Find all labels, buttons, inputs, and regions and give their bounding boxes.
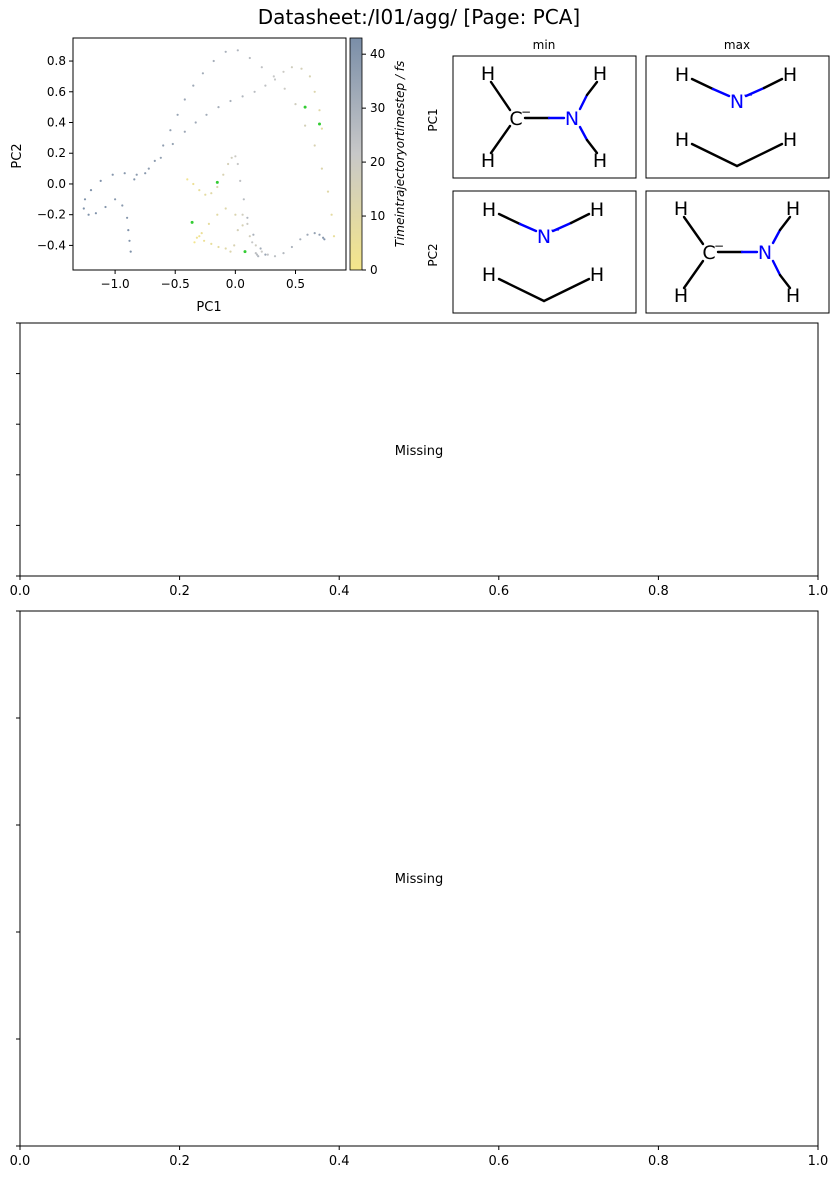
atom-h: H: [592, 150, 608, 172]
atom-h: H: [481, 199, 497, 221]
scatter-point: [192, 85, 194, 87]
bonds: [684, 217, 790, 288]
atom-n: N: [757, 242, 773, 264]
missing-panel-1-y-ticks: [16, 323, 20, 576]
scatter-point: [321, 168, 323, 170]
scatter-point: [225, 207, 227, 209]
scatter-point: [274, 255, 276, 257]
scatter-point: [201, 232, 203, 234]
scatter-point: [202, 72, 204, 74]
x-tick-label: 0.8: [648, 1154, 669, 1169]
atom-n: N: [564, 108, 580, 130]
scatter-point: [95, 212, 97, 214]
scatter-point: [323, 238, 325, 240]
scatter-point: [90, 189, 92, 191]
scatter-point: [318, 234, 320, 236]
missing-panel-1-annotation: Missing: [394, 444, 444, 459]
scatter-point: [294, 103, 296, 105]
scatter-point: [314, 91, 316, 93]
colorbar-tick-label: 30: [370, 101, 386, 116]
scatter-point: [100, 180, 102, 182]
atom-charge: −: [742, 88, 754, 102]
y-tick-label: 0.6: [46, 84, 66, 99]
scatter-point: [242, 95, 244, 97]
colorbar: [350, 38, 407, 277]
atom-h: H: [480, 63, 496, 85]
scatter-point: [121, 204, 123, 206]
highlight-point: [318, 123, 321, 126]
scatter-point: [162, 144, 164, 146]
x-tick-label: −1.0: [100, 277, 130, 291]
scatter-point: [327, 191, 329, 193]
scatter-point: [198, 235, 200, 237]
scatter-point: [246, 223, 248, 225]
column-label-min: min: [532, 38, 556, 52]
scatter-point: [177, 114, 179, 116]
missing-panel-2-annotation: Missing: [394, 872, 444, 887]
scatter-point: [112, 174, 114, 176]
scatter-point: [321, 128, 323, 130]
atom-charge: −: [520, 105, 532, 119]
scatter-point: [144, 172, 146, 174]
scatter-point: [333, 235, 335, 237]
scatter-point: [274, 78, 276, 80]
x-tick-label: 0.2: [169, 584, 190, 599]
scatter-point: [203, 240, 205, 242]
x-tick-label: 0.0: [9, 1154, 31, 1169]
scatter-point: [227, 163, 229, 165]
colorbar-tick-label: 40: [370, 47, 386, 62]
colorbar-gradient: [350, 38, 362, 270]
scatter-point: [208, 223, 210, 225]
scatter-point: [128, 240, 130, 242]
scatter-point: [130, 251, 132, 253]
scatter-point: [186, 178, 188, 180]
atom-h: H: [673, 198, 689, 220]
y-tick-label: −0.2: [36, 207, 66, 222]
colorbar-tick-label: 20: [370, 155, 386, 170]
x-tick-label: 0.5: [285, 277, 306, 291]
scatter-point: [254, 91, 256, 93]
atom-h: H: [782, 129, 798, 151]
atom-h: H: [589, 199, 605, 221]
scatter-point: [124, 172, 126, 174]
scatter-point: [252, 234, 254, 236]
scatter-point: [264, 254, 266, 256]
y-tick-label: −0.4: [36, 238, 66, 253]
missing-panel-1-x-ticks: [10, 576, 829, 599]
scatter-point: [291, 66, 293, 68]
molecule-cell-pc2-max: [646, 191, 829, 313]
scatter-point: [231, 157, 233, 159]
scatter-point: [242, 214, 244, 216]
colorbar-tick-label: 10: [370, 209, 386, 224]
molecule-cell-pc1-max: [646, 56, 829, 178]
scatter-point: [196, 237, 198, 239]
atom-h: H: [592, 63, 608, 85]
bonds: [491, 82, 597, 153]
x-tick-label: 1.0: [807, 584, 829, 599]
scatter-point: [249, 57, 251, 59]
scatter-point: [273, 75, 275, 77]
scatter-point: [192, 183, 194, 185]
scatter-point: [217, 246, 219, 248]
scatter-point: [114, 198, 116, 200]
pca-points: [83, 49, 335, 257]
molecule-cell-pc1-min: [453, 56, 636, 178]
highlight-point: [216, 181, 219, 184]
scatter-point: [229, 251, 231, 253]
atom-h: H: [480, 150, 496, 172]
x-tick-label: 1.0: [807, 1154, 829, 1169]
missing-panel-2: [10, 611, 829, 1169]
scatter-point: [184, 131, 186, 133]
scatter-point: [237, 163, 239, 165]
column-label-max: max: [723, 38, 751, 52]
scatter-point: [233, 244, 235, 246]
molecule-grid: [426, 38, 829, 313]
scatter-point: [261, 66, 263, 68]
scatter-point: [160, 157, 162, 159]
colorbar-ticks: [362, 47, 385, 277]
missing-panel-2-x-ticks: [10, 1146, 829, 1169]
scatter-point: [304, 125, 306, 127]
atom-n: N: [536, 226, 552, 248]
pca-x-axis-label: PC1: [196, 300, 222, 315]
scatter-point: [257, 255, 259, 257]
highlight-point: [244, 250, 247, 253]
x-tick-label: 0.2: [169, 1154, 190, 1169]
scatter-point: [198, 189, 200, 191]
x-tick-label: 0.0: [225, 277, 245, 291]
scatter-point: [169, 129, 171, 131]
scatter-point: [237, 49, 239, 51]
y-tick-label: 0.8: [46, 54, 66, 69]
scatter-point: [133, 178, 135, 180]
scatter-point: [126, 217, 128, 219]
scatter-point: [282, 252, 284, 254]
colorbar-label: Timeintrajectoryortimestep / fs: [393, 60, 407, 248]
scatter-point: [195, 121, 197, 123]
scatter-point: [234, 155, 236, 157]
scatter-point: [267, 254, 269, 256]
row-label-pc2: PC2: [426, 243, 440, 267]
scatter-point: [318, 109, 320, 111]
scatter-point: [148, 168, 150, 170]
atom-h: H: [589, 264, 605, 286]
scatter-point: [306, 234, 308, 236]
scatter-point: [210, 243, 212, 245]
x-tick-label: −0.5: [160, 277, 190, 291]
atom-c: C: [702, 242, 716, 264]
scatter-point: [314, 144, 316, 146]
scatter-point: [84, 198, 86, 200]
scatter-point: [264, 85, 266, 87]
y-tick-label: 0.0: [46, 176, 66, 191]
scatter-point: [184, 98, 186, 100]
scatter-point: [309, 75, 311, 77]
pca-x-ticks: [101, 270, 306, 291]
scatter-point: [234, 214, 236, 216]
scatter-point: [216, 186, 218, 188]
x-tick-label: 0.4: [328, 1154, 350, 1169]
x-tick-label: 0.4: [328, 584, 350, 599]
scatter-point: [216, 214, 218, 216]
scatter-point: [299, 238, 301, 240]
scatter-point: [261, 251, 263, 253]
missing-panel-2-y-ticks: [16, 611, 20, 1146]
pca-y-ticks: [37, 54, 73, 252]
x-tick-label: 0.6: [488, 1154, 510, 1169]
scatter-point: [249, 235, 251, 237]
x-tick-label: 0.6: [488, 584, 510, 599]
scatter-point: [204, 194, 206, 196]
pca-plot-frame: [73, 38, 346, 270]
scatter-point: [282, 71, 284, 73]
scatter-point: [291, 246, 293, 248]
atom-c: C: [509, 108, 523, 130]
atom-h: H: [674, 129, 690, 151]
y-tick-label: 0.2: [46, 146, 66, 161]
atom-n: N: [729, 91, 745, 113]
scatter-point: [225, 247, 227, 249]
scatter-point: [242, 224, 244, 226]
scatter-point: [193, 241, 195, 243]
atom-h: H: [785, 198, 801, 220]
scatter-point: [222, 174, 224, 176]
scatter-point: [127, 229, 129, 231]
scatter-point: [205, 114, 207, 116]
scatter-point: [243, 198, 245, 200]
scatter-point: [331, 214, 333, 216]
scatter-point: [239, 180, 241, 182]
scatter-point: [300, 68, 302, 70]
atom-h: H: [674, 64, 690, 86]
scatter-point: [210, 192, 212, 194]
scatter-point: [284, 88, 286, 90]
scatter-point: [314, 232, 316, 234]
scatter-point: [172, 143, 174, 145]
scatter-point: [246, 217, 248, 219]
row-label-pc1: PC1: [426, 108, 440, 132]
scatter-point: [229, 100, 231, 102]
scatter-point: [255, 244, 257, 246]
scatter-point: [213, 60, 215, 62]
scatter-point: [237, 229, 239, 231]
atom-charge: −: [713, 239, 725, 253]
molecule-cell-pc2-min: [453, 191, 636, 313]
scatter-point: [83, 207, 85, 209]
highlight-point: [304, 106, 307, 109]
scatter-point: [251, 241, 253, 243]
scatter-point: [225, 51, 227, 53]
pca-scatter-panel: [10, 38, 346, 315]
pca-y-axis-label: PC2: [10, 143, 25, 169]
highlight-point: [191, 221, 194, 224]
atom-charge: −: [549, 223, 561, 237]
atom-h: H: [785, 285, 801, 307]
x-tick-label: 0.0: [9, 584, 31, 599]
colorbar-tick-label: 0: [370, 263, 378, 277]
x-tick-label: 0.8: [648, 584, 669, 599]
atom-h: H: [673, 285, 689, 307]
scatter-point: [88, 214, 90, 216]
scatter-point: [104, 206, 106, 208]
scatter-point: [154, 160, 156, 162]
atom-h: H: [782, 64, 798, 86]
page-title: Datasheet:/I01/agg/ [Page: PCA]: [257, 5, 581, 29]
y-tick-label: 0.4: [46, 115, 66, 130]
scatter-point: [217, 106, 219, 108]
scatter-point: [260, 247, 262, 249]
missing-panel-1: [10, 323, 829, 599]
atom-h: H: [481, 264, 497, 286]
scatter-point: [136, 174, 138, 176]
